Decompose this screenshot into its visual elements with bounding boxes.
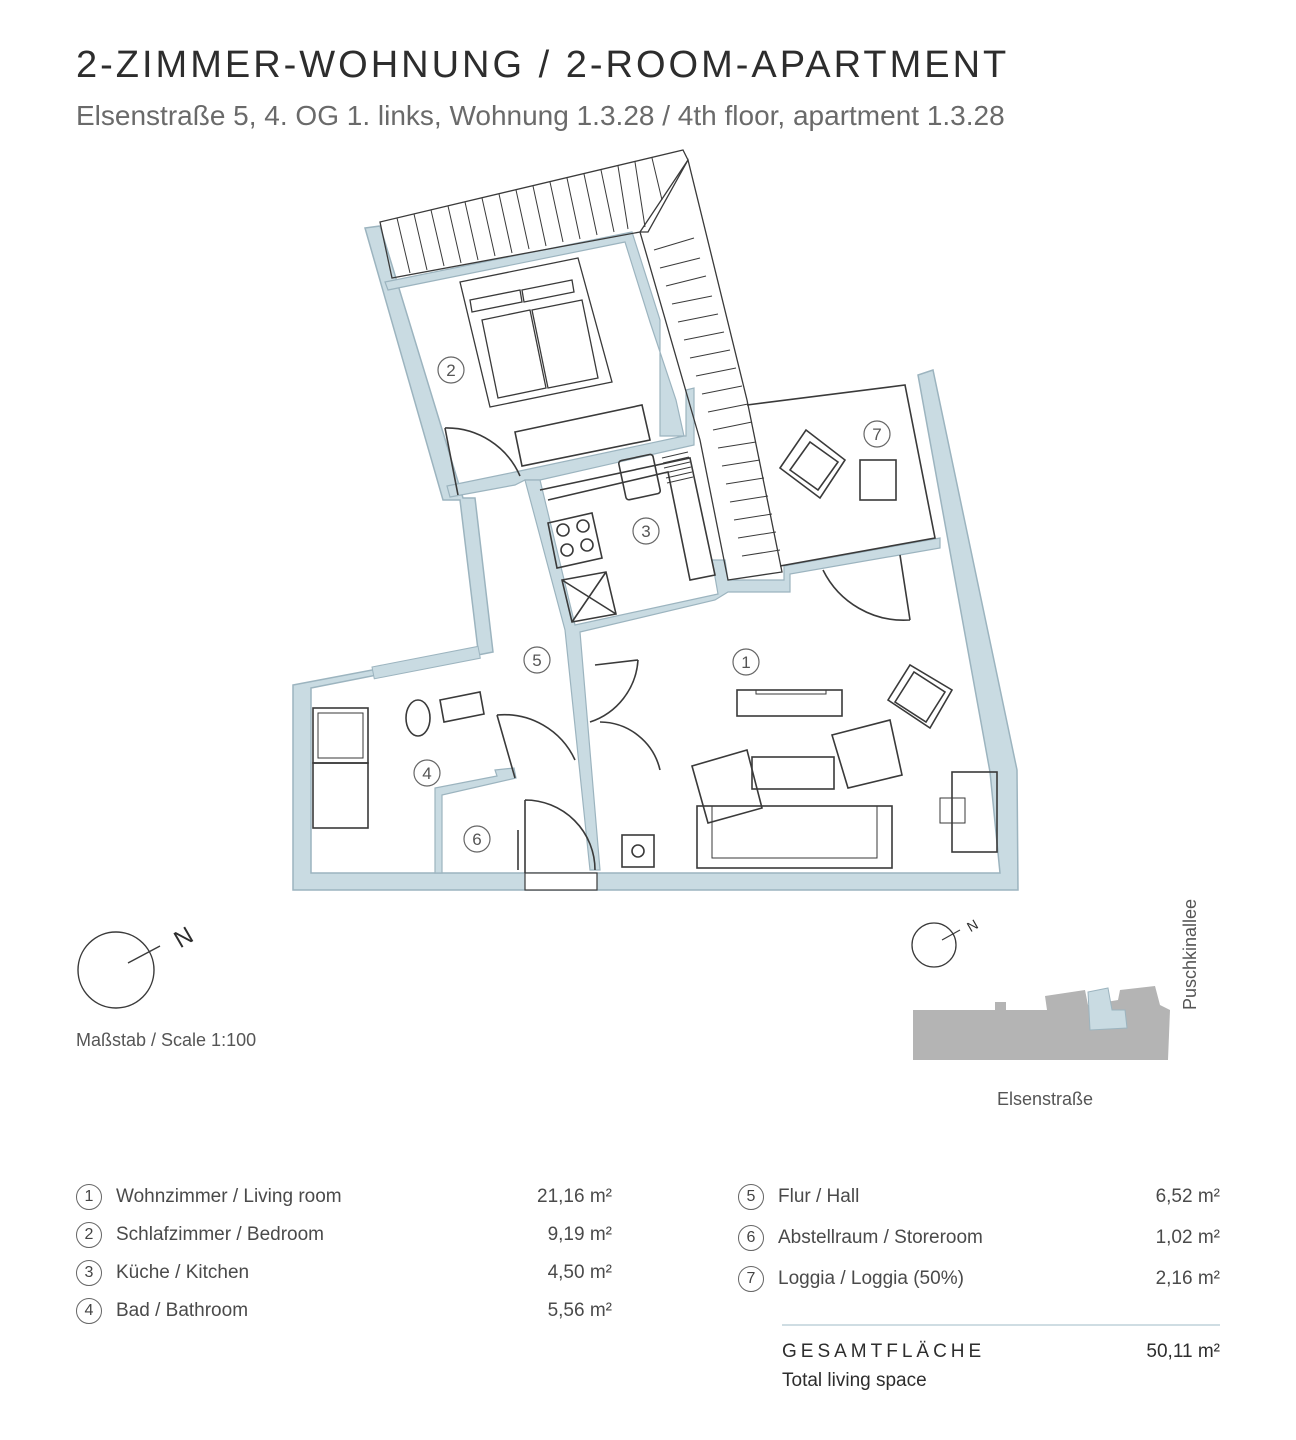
legend-room-name: Abstellraum / Storeroom (778, 1227, 983, 1248)
legend-number: 2 (76, 1222, 102, 1248)
legend-room-name: Flur / Hall (778, 1186, 860, 1207)
legend-room-name: Küche / Kitchen (116, 1262, 250, 1283)
washbasin (440, 692, 484, 722)
street-label-puschkinallee: Puschkinallee (1180, 898, 1200, 1010)
living-chair-1 (888, 665, 952, 728)
legend-number: 4 (76, 1298, 102, 1324)
north-arrow (78, 922, 198, 1008)
legend-room-area: 21,16 m² (537, 1186, 612, 1207)
svg-text:5: 5 (532, 651, 542, 670)
living-door-left-1 (590, 660, 638, 722)
legend-room-name: Bad / Bathroom (116, 1300, 249, 1321)
legend-number: 5 (738, 1184, 764, 1210)
legend-room-area: 5,56 m² (547, 1300, 612, 1321)
page-subtitle: Elsenstraße 5, 4. OG 1. links, Wohnung 1.3.28 / 4th floor, apartment 1.3.28 (76, 100, 1005, 131)
entrance-door (525, 873, 597, 890)
legend-room-area: 1,02 m² (1155, 1227, 1220, 1248)
legend-row-4 (76, 1296, 612, 1326)
bath-cabinet (313, 763, 368, 828)
svg-text:7: 7 (872, 425, 882, 444)
interior-wall-bath (435, 768, 516, 873)
shower (313, 708, 368, 763)
legend-number: 7 (738, 1266, 764, 1292)
living-door-left-2 (600, 722, 660, 770)
bath-window (372, 646, 480, 678)
legend-number: 6 (738, 1225, 764, 1251)
washer (622, 835, 654, 867)
room-marker-5 (524, 647, 550, 673)
total-sublabel: Total living space (782, 1370, 927, 1391)
coffee-table (752, 757, 834, 789)
site-north-label: N (964, 916, 981, 935)
legend-room-area: 6,52 m² (1155, 1186, 1220, 1207)
total-label: GESAMTFLÄCHE (782, 1341, 986, 1362)
street-label-elsenstrasse: Elsenstraße (997, 1089, 1094, 1109)
site-building (913, 986, 1170, 1060)
kitchen-drainboard (662, 452, 693, 483)
legend-row-6 (738, 1223, 1220, 1253)
kitchen-fridge (562, 572, 616, 622)
legend-room-area: 2,16 m² (1155, 1268, 1220, 1289)
kitchen-stove (548, 513, 602, 568)
page-title: 2-ZIMMER-WOHNUNG / 2-ROOM-APARTMENT (76, 44, 1010, 86)
loggia-chair (780, 430, 845, 498)
legend-number: 1 (76, 1184, 102, 1210)
site-plan (912, 916, 1170, 1060)
svg-text:4: 4 (422, 764, 432, 783)
legend-row-3 (76, 1258, 612, 1288)
room-marker-2 (438, 357, 464, 383)
room-legend-left (76, 1182, 612, 1332)
svg-text:6: 6 (472, 830, 482, 849)
legend-row-7 (738, 1264, 1220, 1294)
room-marker-7 (864, 421, 890, 447)
legend-row-5 (738, 1182, 1220, 1212)
north-label: N (169, 921, 199, 954)
legend-row-2 (76, 1220, 612, 1250)
site-north-circle (912, 923, 956, 967)
total-divider (782, 1324, 1220, 1326)
legend-room-area: 9,19 m² (547, 1224, 612, 1245)
total-value: 50,11 m² (1146, 1341, 1220, 1362)
sofa (697, 806, 892, 868)
svg-text:1: 1 (741, 653, 751, 672)
legend-row-1 (76, 1182, 612, 1212)
room-marker-3 (633, 518, 659, 544)
legend-room-name: Loggia / Loggia (50%) (778, 1268, 964, 1289)
bed (460, 258, 612, 407)
svg-text:3: 3 (641, 522, 651, 541)
armchair (952, 772, 997, 852)
toilet (406, 700, 430, 736)
legend-room-area: 4,50 m² (547, 1262, 612, 1283)
room-legend-right (738, 1182, 1220, 1302)
living-chair-2 (832, 720, 902, 788)
room-marker-6 (464, 826, 490, 852)
svg-text:2: 2 (446, 361, 456, 380)
room-marker-1 (733, 649, 759, 675)
legend-number: 3 (76, 1260, 102, 1286)
loggia-table (860, 460, 896, 500)
legend-room-name: Wohnzimmer / Living room (116, 1186, 342, 1207)
room-marker-4 (414, 760, 440, 786)
legend-room-name: Schlafzimmer / Bedroom (116, 1224, 325, 1245)
scale-label: Maßstab / Scale 1:100 (76, 1030, 257, 1050)
